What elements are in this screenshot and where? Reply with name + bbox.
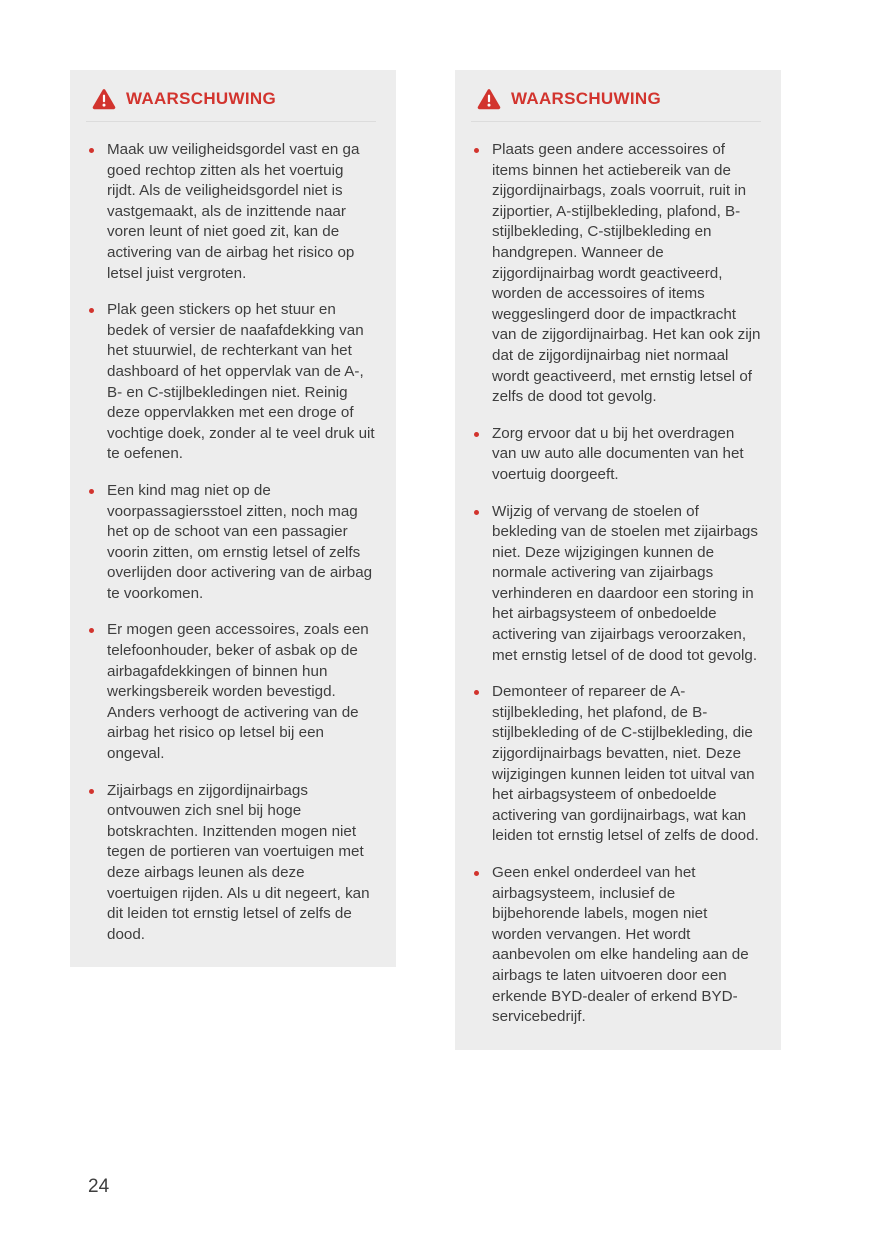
warning-text: Maak uw veiligheidsgordel vast en ga goed rechtop zitten als het voertuig rijdt. Als de veiligheidsgordel niet is vastgemaakt, als de inzittende naar voren leunt of niet goed zit, kan de activering van de airbag het risico op letsel juist vergroten. — [107, 141, 360, 282]
bullet-dot — [89, 489, 94, 494]
bullet-dot — [89, 789, 94, 794]
warning-item — [471, 424, 761, 486]
warning-text: Wijzig of vervang de stoelen of bekleding van de stoelen met zijairbags niet. Deze wijzigingen kunnen de normale activering van zijairbags verhinderen en daardoor een storing in het airbagsysteem of onbedoelde activering van zijairbags veroorzaken, met ernstig letsel of de dood tot gevolg. — [492, 502, 758, 664]
warning-item — [86, 481, 376, 605]
warning-text: Geen enkel onderdeel van het airbagsysteem, inclusief de bijbehorende labels, mogen niet worden vervangen. Het wordt aanbevolen om elke handeling aan de airbags te laten uitvoeren door een erkende BYD-dealer of erkend BYD-servicebedrijf. — [492, 864, 749, 1026]
bullet-dot — [89, 308, 94, 313]
bullet-dot — [474, 432, 479, 437]
warning-text: Een kind mag niet op de voorpassagiersstoel zitten, noch mag het op de schoot van een passagier voorin zitten, om ernstig letsel of zelfs overlijden door activering van de airbag te voorkomen. — [107, 481, 373, 602]
warning-text: Plaats geen andere accessoires of items binnen het actiebereik van de zijgordijnairbags, zoals voorruit, ruit in zijportier, A-stijlbekleding, plafond, B-stijlbekleding, C-stijlbekleding en handgrepen. Wanneer de zijgordijnairbag wordt geactiveerd, worden de accessoires of items weggeslingerd door de impactkracht van de zijgordijnairbag. Het kan ook zijn dat de zijgordijnairbag niet normaal wordt geactiveerd, met ernstig letsel of zelfs de dood tot gevolg. — [492, 141, 761, 406]
warning-title: WAARSCHUWING — [126, 89, 276, 108]
warning-triangle-icon — [92, 88, 116, 110]
warning-item — [86, 300, 376, 465]
warning-item — [471, 682, 761, 847]
warning-panel-right — [455, 70, 781, 1050]
warning-header — [86, 84, 376, 122]
warning-item — [86, 620, 376, 764]
warning-item — [86, 140, 376, 284]
bullet-dot — [474, 690, 479, 695]
warning-header — [471, 84, 761, 122]
warning-text: Er mogen geen accessoires, zoals een telefoonhouder, beker of asbak op de airbagafdekkingen of binnen hun werkingsbereik worden bevestigd. Anders verhoogt de activering van de airbag het risico op letsel bij een ongeval. — [107, 621, 369, 763]
warning-list — [86, 122, 376, 945]
warning-text: Zorg ervoor dat u bij het overdragen van uw auto alle documenten van het voertuig doorgeeft. — [492, 424, 744, 483]
warning-triangle-icon — [477, 88, 501, 110]
warning-item — [471, 863, 761, 1028]
bullet-dot — [474, 148, 479, 153]
warning-item — [471, 140, 761, 408]
page-number: 24 — [88, 1176, 110, 1197]
warning-list — [471, 122, 761, 1028]
warning-text: Zijairbags en zijgordijnairbags ontvouwen zich snel bij hoge botskrachten. Inzittenden mogen niet tegen de portieren van voertuigen met deze airbags leunen als deze voertuigen rijden. Als u dit negeert, kan dit leiden tot ernstig letsel of zelfs de dood. — [107, 781, 370, 943]
warning-item — [86, 781, 376, 946]
bullet-dot — [474, 510, 479, 515]
warning-panel-left — [70, 70, 396, 967]
bullet-dot — [89, 628, 94, 633]
warning-text: Plak geen stickers op het stuur en bedek of versier de naafafdekking van het stuurwiel, de rechterkant van het dashboard of het oppervlak van de A-, B- en C-stijlbekledingen niet. Reinig deze oppervlakken met een droge of vochtige doek, zonder al te veel druk uit te oefenen. — [107, 301, 375, 463]
bullet-dot — [474, 871, 479, 876]
warning-text: Demonteer of repareer de A-stijlbekleding, het plafond, de B-stijlbekleding of de C-stijlbekleding, die zijgordijnairbags bevatten, niet. Deze wijzigingen kunnen leiden tot uitval van het airbagsysteem of onbedoelde activering van gordijnairbags, wat kan leiden tot ernstig letsel of zelfs de dood. — [492, 683, 759, 845]
bullet-dot — [89, 148, 94, 153]
warning-title: WAARSCHUWING — [511, 89, 661, 108]
warning-item — [471, 502, 761, 667]
